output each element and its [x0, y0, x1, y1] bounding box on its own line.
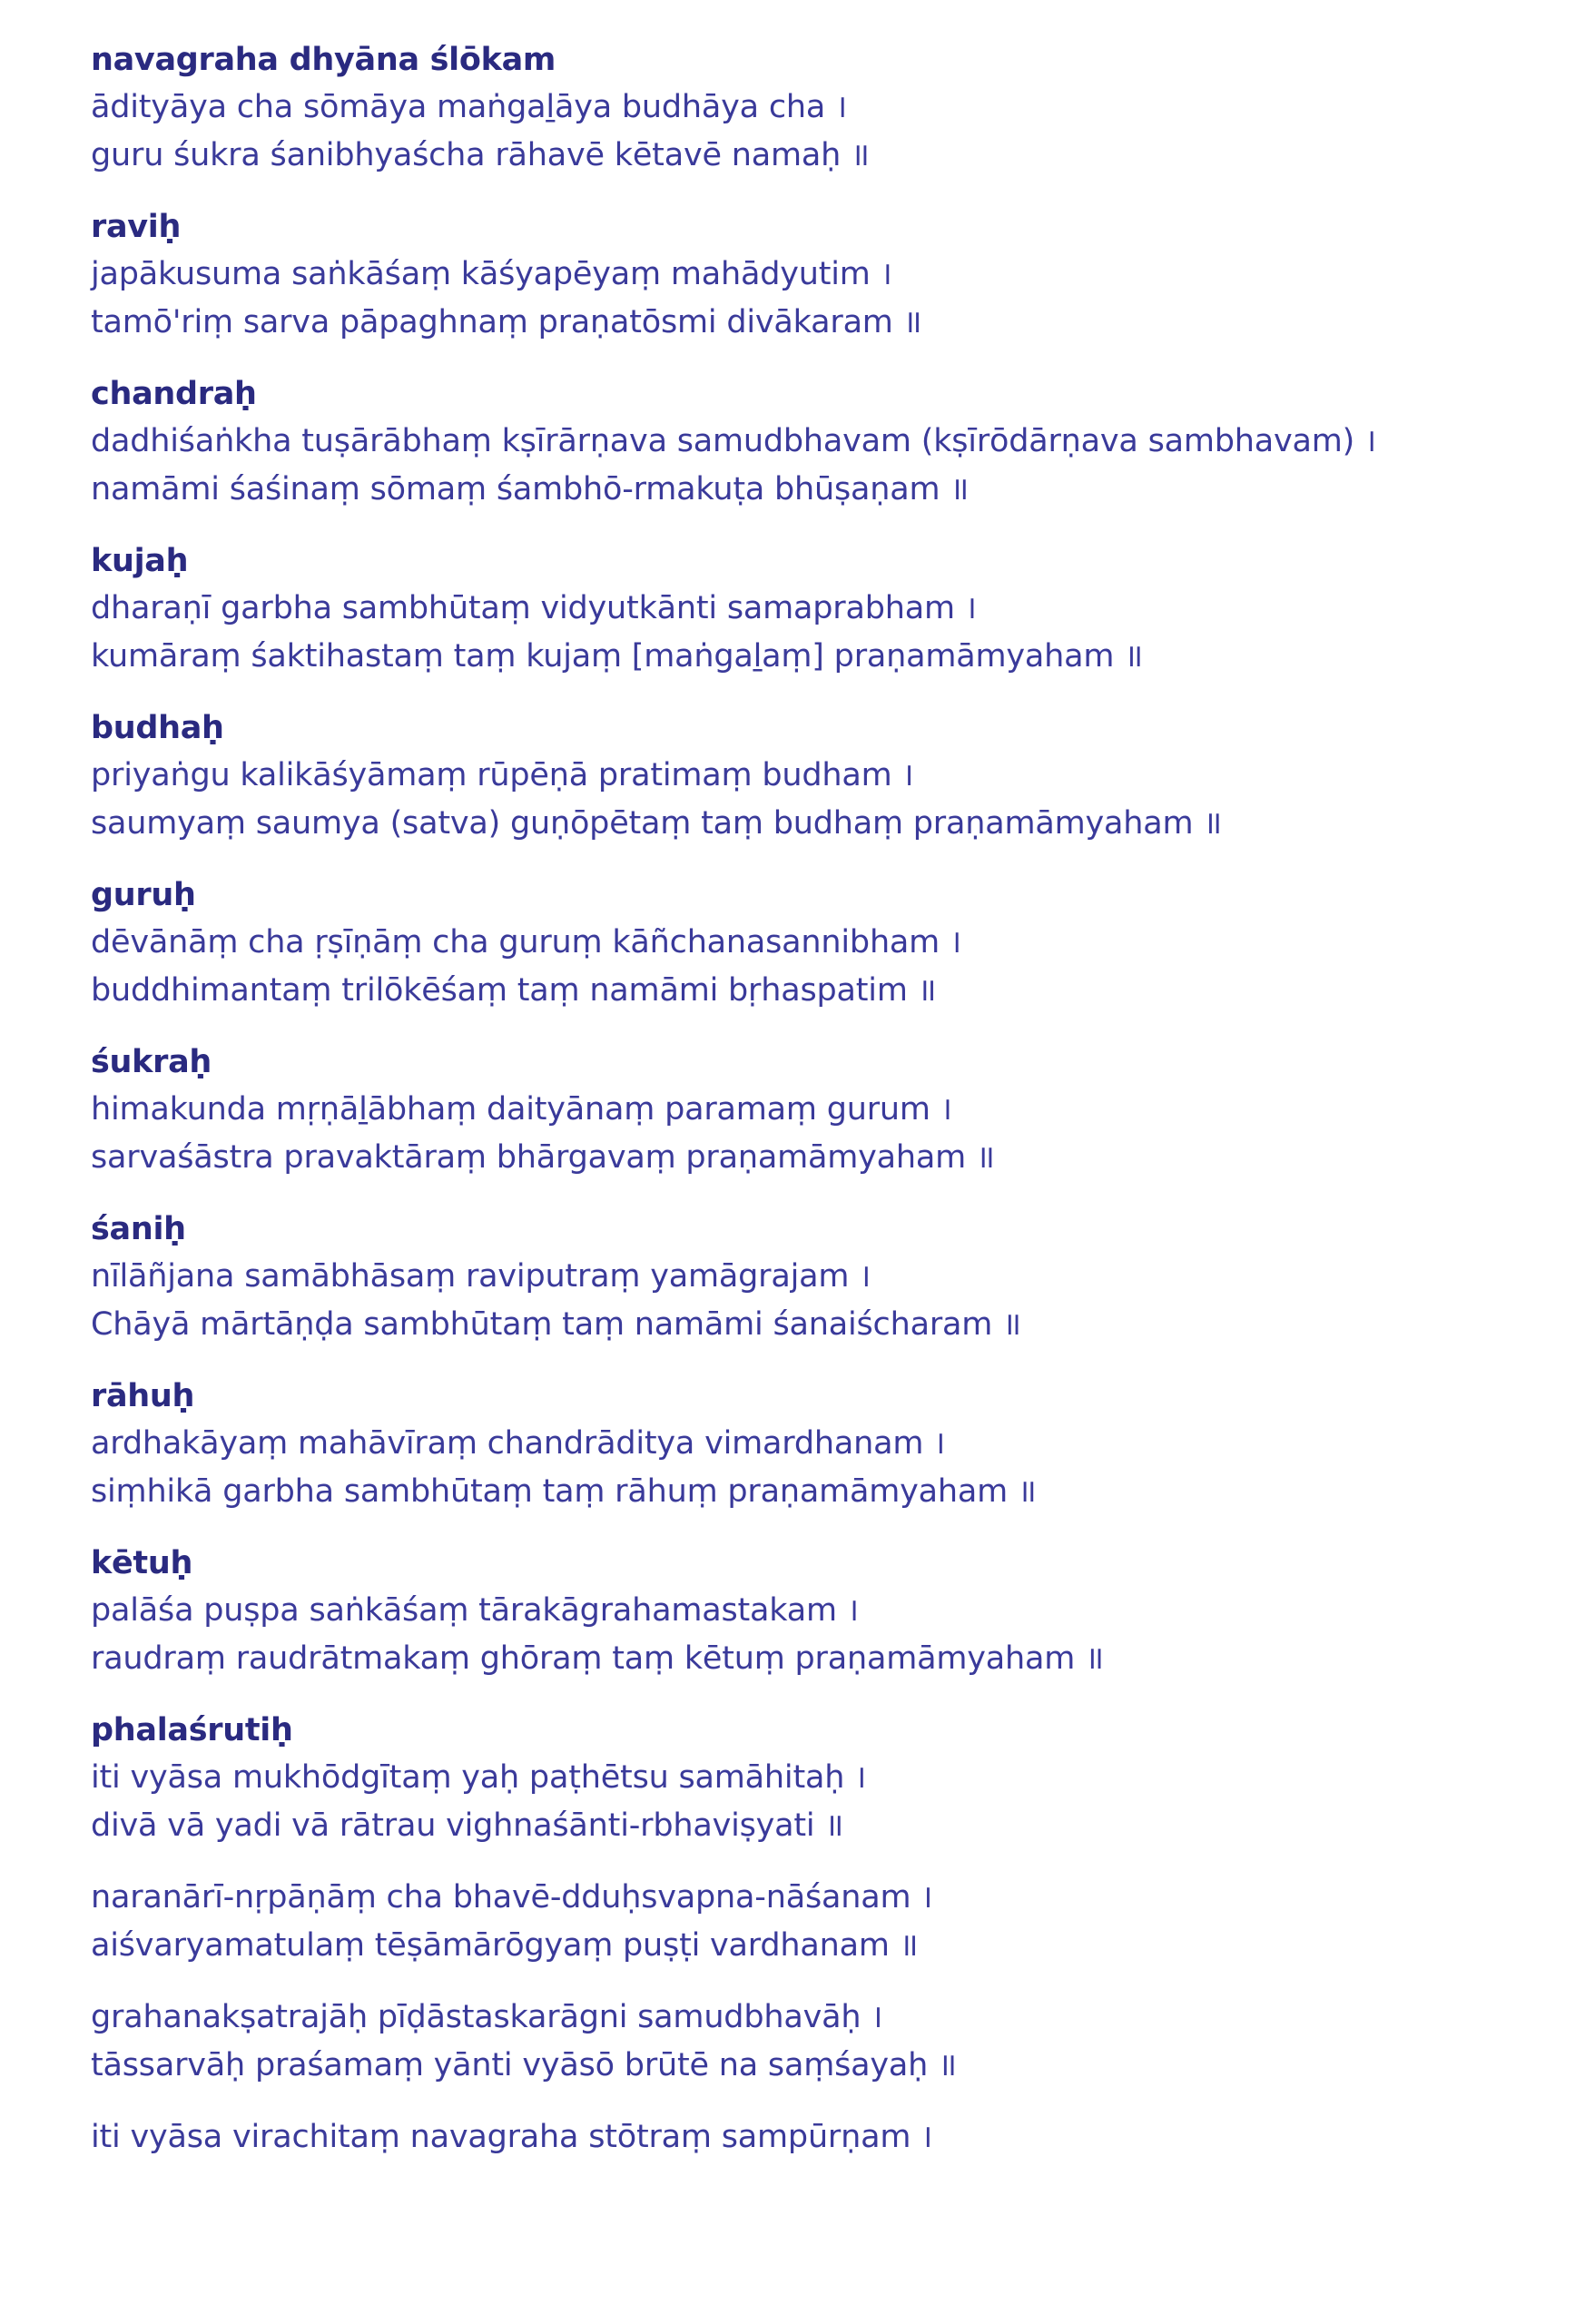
section-chandra — [91, 370, 1561, 514]
verse-line: priyaṅgu kalikāśyāmaṃ rūpēṇā pratimaṃ budham । — [91, 757, 914, 793]
verse-line: ādityāya cha sōmāya maṅgaḻāya budhāya cha । — [91, 89, 848, 125]
section-budha — [91, 704, 1561, 848]
section-title: kētuḥ — [91, 1545, 193, 1581]
section-dhyana — [91, 36, 1561, 180]
section-title: kujaḥ — [91, 543, 189, 579]
section-title: śaniḥ — [91, 1211, 186, 1247]
verse-line: divā vā yadi vā rātrau vighnaśānti-rbhaviṣyati ॥ — [91, 1807, 844, 1844]
section-phalashruti-verse-2 — [91, 1874, 1561, 1970]
verse-line: buddhimantaṃ trilōkēśaṃ taṃ namāmi bṛhaspatim ॥ — [91, 972, 937, 1009]
section-title: phalaśrutiḥ — [91, 1712, 293, 1748]
verse-line: ardhakāyaṃ mahāvīraṃ chandrāditya vimardhanam । — [91, 1425, 946, 1462]
section-title: guruḥ — [91, 877, 196, 913]
section-guru — [91, 872, 1561, 1015]
section-phalashruti-verse-3 — [91, 1994, 1561, 2090]
verse-line: kumāraṃ śaktihastaṃ taṃ kujaṃ [maṅgaḻaṃ] praṇamāmyaham ॥ — [91, 638, 1143, 675]
verse-line: dadhiśaṅkha tuṣārābhaṃ kṣīrārṇava samudbhavam (kṣīrōdārṇava sambhavam) । — [91, 423, 1377, 459]
section-ravi — [91, 203, 1561, 347]
section-ketu — [91, 1540, 1561, 1683]
section-title: chandraḥ — [91, 376, 257, 412]
section-kuja — [91, 537, 1561, 681]
verse-line: dēvānāṃ cha ṛṣīṇāṃ cha guruṃ kāñchanasannibham । — [91, 924, 962, 960]
section-title: raviḥ — [91, 209, 182, 245]
verse-line: raudraṃ raudrātmakaṃ ghōraṃ taṃ kētuṃ praṇamāmyaham ॥ — [91, 1640, 1104, 1677]
section-shukra — [91, 1039, 1561, 1182]
verse-line: sarvaśāstra pravaktāraṃ bhārgavaṃ praṇamāmyaham ॥ — [91, 1139, 995, 1176]
stotram-page — [91, 36, 1561, 2185]
verse-line: grahanakṣatrajāḥ pīḍāstaskarāgni samudbhavāḥ । — [91, 1999, 883, 2035]
verse-line: dharaṇī garbha sambhūtaṃ vidyutkānti samaprabham । — [91, 590, 977, 626]
section-rahu — [91, 1373, 1561, 1516]
closing-line: iti vyāsa virachitaṃ navagraha stōtraṃ sampūrṇam । — [91, 2119, 933, 2155]
verse-line: nīlāñjana samābhāsaṃ raviputraṃ yamāgrajam । — [91, 1258, 871, 1295]
section-closing — [91, 2113, 1561, 2162]
verse-line: namāmi śaśinaṃ sōmaṃ śambhō-rmakuṭa bhūṣaṇam ॥ — [91, 471, 970, 507]
section-title: śukraḥ — [91, 1044, 212, 1080]
section-title: navagraha dhyāna ślōkam — [91, 42, 556, 78]
section-title: rāhuḥ — [91, 1378, 195, 1414]
verse-line: palāśa puṣpa saṅkāśaṃ tārakāgrahamastakam । — [91, 1592, 859, 1629]
section-shani — [91, 1206, 1561, 1349]
verse-line: tāssarvāḥ praśamaṃ yānti vyāsō brūtē na saṃśayaḥ ॥ — [91, 2047, 957, 2083]
section-title: budhaḥ — [91, 710, 224, 746]
section-phalashruti — [91, 1707, 1561, 1850]
verse-line: japākusuma saṅkāśaṃ kāśyapēyaṃ mahādyutim । — [91, 256, 892, 292]
verse-line: saumyaṃ saumya (satva) guṇōpētaṃ taṃ budhaṃ praṇamāmyaham ॥ — [91, 805, 1223, 842]
verse-line: guru śukra śanibhyaścha rāhavē kētavē namaḥ ॥ — [91, 137, 870, 173]
verse-line: siṃhikā garbha sambhūtaṃ taṃ rāhuṃ praṇamāmyaham ॥ — [91, 1473, 1037, 1510]
verse-line: iti vyāsa mukhōdgītaṃ yaḥ paṭhētsu samāhitaḥ । — [91, 1759, 867, 1796]
verse-line: Chāyā mārtāṇḍa sambhūtaṃ taṃ namāmi śanaiścharam ॥ — [91, 1306, 1021, 1343]
verse-line: tamō'riṃ sarva pāpaghnaṃ praṇatōsmi divākaram ॥ — [91, 304, 922, 340]
verse-line: himakunda mṛṇāḻābhaṃ daityānaṃ paramaṃ gurum । — [91, 1091, 952, 1128]
verse-line: aiśvaryamatulaṃ tēṣāmārōgyaṃ puṣṭi vardhanam ॥ — [91, 1927, 919, 1964]
verse-line: naranārī-nṛpāṇāṃ cha bhavē-dduḥsvapna-nāśanam । — [91, 1879, 933, 1915]
